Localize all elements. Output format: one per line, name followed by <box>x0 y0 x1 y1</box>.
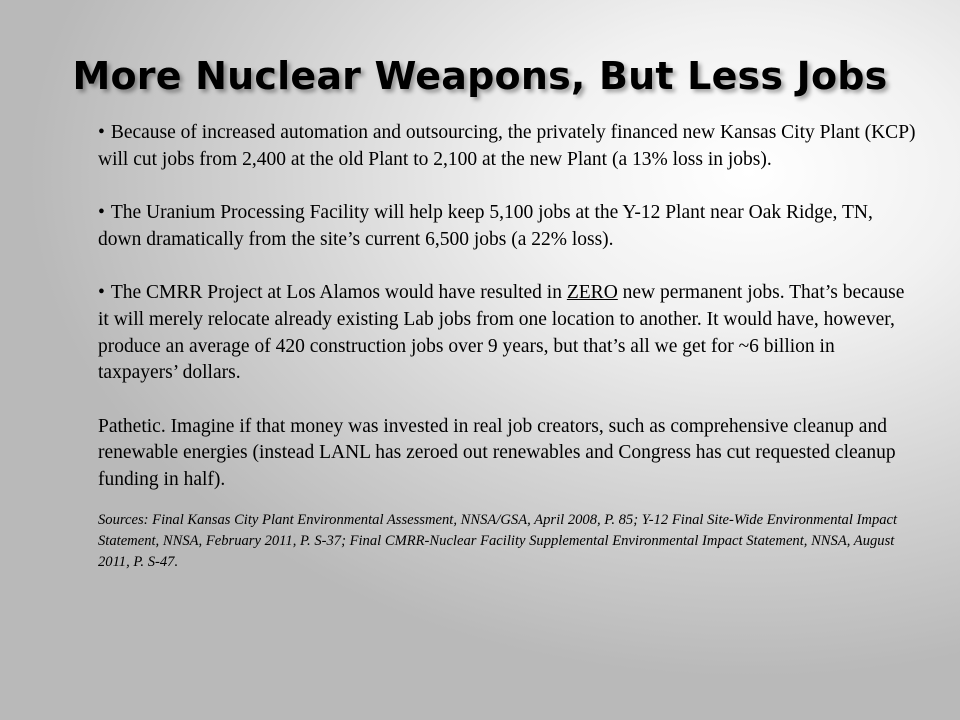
bullet-paragraph <box>98 280 918 387</box>
bullet-text-kcp: Because of increased automation and outsourcing, the privately financed new Kansas City Plant (KCP) will cut jobs from 2,400 at the old Plant to 2,100 at the new Plant (a 13% loss in jobs). <box>98 122 916 170</box>
sources-citation: Sources: Final Kansas City Plant Environmental Assessment, NNSA/GSA, April 2008, P. 85; Y-12 Final Site-Wide Environmental Impact Statement, NNSA, February 2011, P. S-37; Final CMRR-Nuclear Facility Supplemental Environmental Impact Statement, NNSA, August 2011, P. S-47. <box>98 511 898 570</box>
bullet-text-cmrr-end: new permanent jobs. That’s because it will merely relocate already existing Lab jobs from one location to another. It would have, however, produce an average of 420 construction jobs over 9 years, but that’s all we get for ~6 billion in taxpayers’ dollars. <box>98 282 905 384</box>
bullet-marker: • <box>98 282 105 304</box>
bullet-marker: • <box>98 202 105 224</box>
bullet-paragraph <box>98 200 918 253</box>
bullet-paragraph <box>98 120 918 173</box>
conclusion-paragraph: Pathetic. Imagine if that money was invested in real job creators, such as comprehensive cleanup and renewable energies (instead LANL has zeroed out renewables and Congress has cut requested cleanup funding in half). <box>98 415 896 491</box>
zero-emphasis: ZERO <box>566 282 618 304</box>
bullet-text-upf: The Uranium Processing Facility will help keep 5,100 jobs at the Y-12 Plant near Oak Ridge, TN, down dramatically from the site’s current 6,500 jobs (a 22% loss). <box>98 202 873 250</box>
bullet-text-cmrr-start: The CMRR Project at Los Alamos would have resulted in <box>110 282 567 304</box>
bullet-marker: • <box>98 122 105 143</box>
slide-body <box>98 120 918 573</box>
slide-title: More Nuclear Weapons, But Less Jobs <box>72 54 888 98</box>
